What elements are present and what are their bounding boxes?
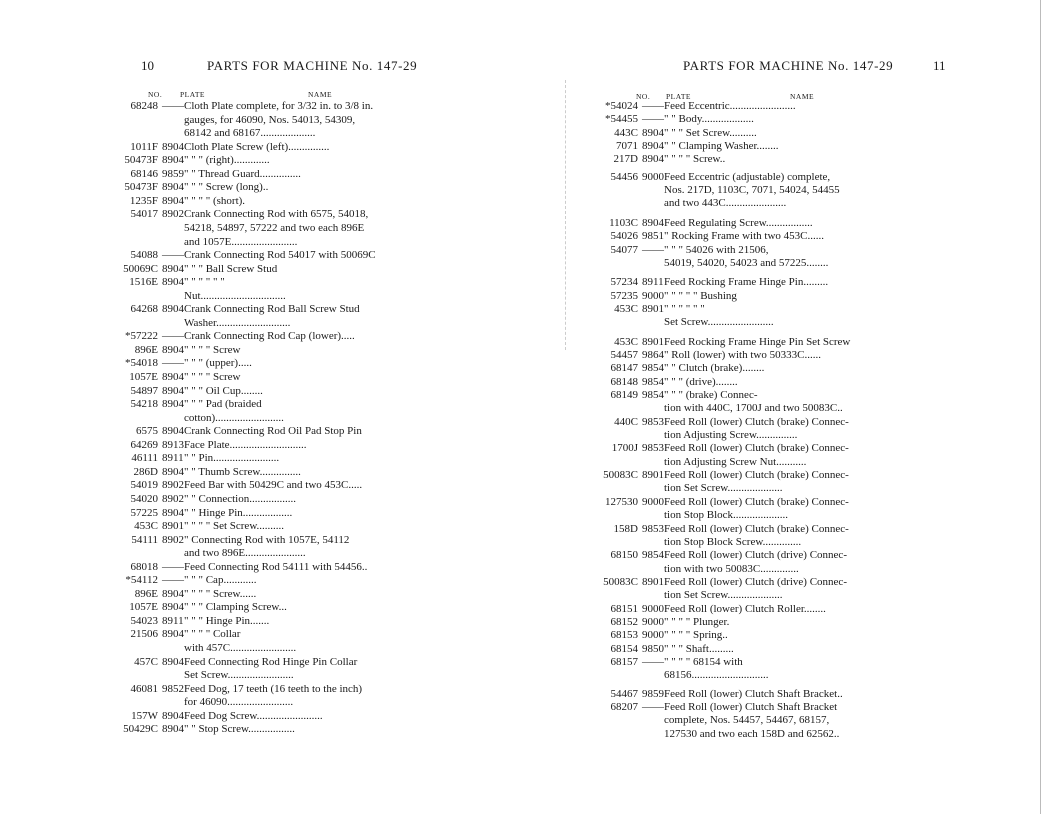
part-name: " " Stop Screw................. [184, 723, 295, 736]
part-name: " " Thumb Screw............... [184, 465, 301, 478]
part-name: Feed Dog Screw........................ [184, 709, 323, 722]
plate-number: 8902 [162, 479, 184, 492]
plate-number: —— [642, 701, 664, 714]
part-name: Feed Connecting Rod 54111 with 54456.. [184, 560, 368, 573]
part-name: tion Stop Block.................... [664, 509, 789, 522]
part-number: 50083C [603, 469, 638, 482]
plate-number: 8911 [162, 452, 184, 465]
part-number: 54020 [130, 492, 158, 505]
part-number: 896E [134, 587, 158, 600]
part-number: 440C [614, 415, 638, 428]
part-number: 68018 [130, 560, 158, 573]
part-number: 57235 [610, 289, 638, 302]
part-name: " " Clutch (brake)........ [664, 362, 765, 375]
part-number: *54018 [125, 357, 158, 370]
plate-number: 8904 [162, 587, 184, 600]
plate-number: —— [642, 243, 664, 256]
part-number: 127530 [605, 495, 638, 508]
col-header-plate: PLATE [666, 92, 691, 101]
plate-number: 8902 [162, 533, 184, 546]
plate-number: 9854 [642, 389, 664, 401]
part-number: 68148 [610, 375, 638, 388]
part-number: 6575 [136, 425, 158, 438]
part-name: Feed Roll (lower) Clutch (brake) Connec- [664, 442, 849, 455]
part-number: 443C [614, 126, 638, 139]
plate-number: —— [162, 357, 184, 370]
part-name: " " " Screw (long).. [184, 181, 269, 194]
part-name: " " Clamping Washer........ [664, 140, 779, 153]
part-number: 68248 [130, 100, 158, 112]
part-number: 1516E [129, 276, 158, 289]
plate-number: 8904 [642, 126, 664, 139]
part-number: 453C [134, 520, 158, 533]
plate-number: 9854 [642, 549, 664, 562]
part-name: Feed Roll (lower) Clutch (brake) Connec- [664, 522, 849, 535]
part-name: tion with 440C, 1700J and two 50083C.. [664, 402, 843, 415]
plate-number: 8904 [642, 140, 664, 153]
part-name: Set Screw........................ [184, 669, 294, 682]
col-header-name: NAME [790, 92, 815, 101]
right-page [528, 0, 1056, 814]
page-edge [1040, 0, 1041, 814]
plate-number: 8904 [162, 384, 184, 397]
part-number: 54017 [130, 208, 158, 221]
part-number: 54111 [131, 533, 158, 546]
part-name: " Rocking Frame with two 453C...... [664, 230, 825, 243]
part-name: " " " 54026 with 21506, [664, 243, 769, 256]
part-number: 50083C [603, 575, 638, 588]
plate-number: 9000 [642, 289, 664, 302]
plate-number: 9859 [162, 167, 184, 180]
part-name: Feed Connecting Rod Hinge Pin Collar [184, 655, 358, 668]
plate-number: 8911 [642, 276, 664, 289]
plate-number: 9000 [642, 495, 664, 508]
part-number: 54088 [130, 249, 158, 262]
col-header-no: NO. [148, 90, 163, 99]
part-name: " " " Ball Screw Stud [184, 262, 278, 275]
part-name: " " Thread Guard............... [184, 167, 301, 180]
part-name: and two 443C...................... [664, 197, 787, 210]
plate-number: 8904 [162, 303, 184, 316]
part-name: " " " " " " [184, 276, 225, 289]
part-number: 68154 [610, 642, 638, 655]
part-name: " " " " Set Screw.......... [184, 520, 285, 533]
plate-number: 8904 [162, 276, 184, 289]
plate-number: 8902 [162, 492, 184, 505]
part-number: 1103C [609, 216, 638, 229]
part-number: 21506 [130, 628, 158, 641]
part-number: 50069C [123, 262, 158, 275]
part-number: 57234 [610, 276, 638, 289]
part-number: 54026 [610, 230, 638, 243]
part-name: Feed Roll (lower) Clutch (drive) Connec- [664, 549, 847, 562]
part-name: " " " " Screw [184, 343, 241, 356]
part-name: " " " " Spring.. [664, 629, 728, 642]
part-name: Feed Roll (lower) Clutch Roller........ [664, 602, 826, 615]
part-name: " " " Pad (braided [184, 398, 262, 411]
plate-number: 8901 [642, 335, 664, 348]
part-name: " " " (right)............. [184, 154, 270, 167]
part-name: Nos. 217D, 1103C, 7071, 54024, 54455 [664, 184, 840, 197]
part-number: 54218 [130, 398, 158, 411]
part-name: " " " (brake) Connec- [664, 389, 758, 401]
part-number: 68157 [610, 656, 638, 668]
plate-number: 8904 [162, 262, 184, 275]
part-name: Face Plate............................ [184, 438, 307, 451]
plate-number: 9851 [642, 230, 664, 243]
part-name: Set Screw........................ [664, 316, 774, 329]
part-name: Nut............................... [184, 289, 286, 302]
part-name: 54218, 54897, 57222 and two each 896E [184, 221, 365, 234]
part-name: Crank Connecting Rod 54017 with 50069C [184, 249, 376, 262]
plate-number: 9850 [642, 642, 664, 655]
part-name: Feed Roll (lower) Clutch (drive) Connec- [664, 575, 847, 588]
part-name: 68156............................ [664, 669, 769, 682]
part-name: Cloth Plate complete, for 3/32 in. to 3/8 in. [184, 100, 374, 112]
part-number: 896E [134, 343, 158, 356]
plate-number: 9852 [162, 682, 184, 695]
part-number: 68152 [610, 615, 638, 628]
part-name: " Roll (lower) with two 50333C...... [664, 348, 821, 361]
part-name: tion Set Screw.................... [664, 589, 783, 602]
part-name: 54019, 54020, 54023 and 57225........ [664, 256, 829, 269]
part-number: 1057E [129, 601, 158, 614]
part-name: " " Body................... [664, 113, 754, 126]
part-name: 68142 and 68167.................... [184, 127, 316, 140]
plate-number: 8904 [162, 181, 184, 194]
part-number: 457C [134, 655, 158, 668]
part-name: " " " " Collar [184, 628, 241, 641]
part-number: *54024 [605, 100, 638, 112]
part-name: " " " " " " [664, 302, 705, 315]
plate-number: 8904 [162, 601, 184, 614]
plate-number: 9000 [642, 615, 664, 628]
plate-number: 8904 [642, 216, 664, 229]
part-name: " " " Oil Cup........ [184, 384, 263, 397]
part-name: " " " Shaft......... [664, 642, 734, 655]
part-number: 68207 [610, 701, 638, 714]
part-name: " " " Clamping Screw... [184, 601, 287, 614]
plate-number: 9859 [642, 687, 664, 700]
part-name: Feed Roll (lower) Clutch (brake) Connec- [664, 415, 849, 428]
plate-number: 8901 [642, 302, 664, 315]
part-number: 54897 [130, 384, 158, 397]
plate-number: 9864 [642, 348, 664, 361]
part-name: " " Pin........................ [184, 452, 280, 465]
part-name: tion Adjusting Screw Nut........... [664, 455, 807, 468]
plate-number: 9853 [642, 415, 664, 428]
part-name: tion with two 50083C.............. [664, 562, 799, 575]
col-header-plate: PLATE [180, 90, 205, 99]
plate-number: 8901 [162, 520, 184, 533]
part-number: 68147 [610, 362, 638, 375]
plate-number: 9000 [642, 170, 664, 183]
plate-number: 8911 [162, 614, 184, 627]
part-name: Feed Dog, 17 teeth (16 teeth to the inch) [184, 682, 363, 695]
part-name: Feed Regulating Screw................. [664, 216, 813, 229]
plate-number: —— [162, 249, 184, 262]
part-name: Washer........................... [184, 316, 291, 329]
plate-number: 9000 [642, 629, 664, 642]
part-name: " " " " Screw...... [184, 587, 257, 600]
plate-number: 8904 [162, 655, 184, 668]
plate-number: 8901 [642, 575, 664, 588]
plate-number: —— [162, 330, 184, 343]
plate-number: 8904 [642, 153, 664, 166]
part-name: Feed Eccentric........................ [664, 100, 796, 112]
part-name: for 46090........................ [184, 696, 294, 709]
part-number: 1057E [129, 371, 158, 383]
part-number: 1011F [130, 140, 158, 153]
plate-number: 8904 [162, 425, 184, 438]
part-number: 54467 [610, 687, 638, 700]
part-number: 50473F [124, 181, 158, 194]
plate-number: —— [642, 113, 664, 126]
plate-number: 8901 [642, 469, 664, 482]
plate-number: 8902 [162, 208, 184, 221]
part-number: 57225 [130, 506, 158, 519]
part-number: *54112 [125, 574, 158, 587]
part-number: 54457 [610, 348, 638, 361]
part-number: *54455 [605, 113, 638, 126]
plate-number: 8904 [162, 465, 184, 478]
part-name: " Connecting Rod with 1057E, 54112 [184, 533, 350, 546]
plate-number: 8913 [162, 438, 184, 451]
part-name: and two 896E...................... [184, 547, 306, 560]
plate-number: —— [162, 100, 184, 112]
part-name: " " " (drive)........ [664, 375, 738, 388]
plate-number: 8904 [162, 398, 184, 411]
plate-number: 8904 [162, 371, 184, 383]
part-number: 157W [131, 709, 158, 722]
col-header-name: NAME [308, 90, 333, 99]
running-head: PARTS FOR MACHINE No. 147-29 [683, 58, 894, 73]
part-number: 217D [613, 153, 638, 166]
part-name: Feed Rocking Frame Hinge Pin Set Screw [664, 335, 851, 348]
part-number: 64269 [130, 438, 158, 451]
part-name: complete, Nos. 54457, 54467, 68157, [664, 714, 830, 727]
plate-number: 8904 [162, 709, 184, 722]
part-number: 68151 [610, 602, 638, 615]
plate-number: 8904 [162, 628, 184, 641]
part-name: Crank Connecting Rod Cap (lower)..... [184, 330, 355, 343]
part-number: 1700J [611, 442, 638, 455]
plate-number: 8904 [162, 154, 184, 167]
running-head: PARTS FOR MACHINE No. 147-29 [207, 58, 418, 73]
plate-number: —— [162, 574, 184, 587]
part-number: 64268 [130, 303, 158, 316]
part-name: Feed Eccentric (adjustable) complete, [664, 170, 831, 183]
part-number: 68146 [130, 167, 158, 180]
plate-number: 8904 [162, 506, 184, 519]
plate-number: 8904 [162, 140, 184, 153]
part-name: " " " Hinge Pin....... [184, 614, 270, 627]
part-name: tion Adjusting Screw............... [664, 429, 798, 442]
part-name: Crank Connecting Rod Ball Screw Stud [184, 303, 360, 316]
part-number: 46111 [131, 452, 158, 465]
part-number: 50473F [124, 154, 158, 167]
plate-number: —— [642, 100, 664, 112]
part-number: 286D [133, 465, 158, 478]
part-name: with 457C........................ [184, 642, 297, 654]
part-number: 68149 [610, 389, 638, 401]
part-number: 50429C [123, 723, 158, 736]
part-name: Crank Connecting Rod Oil Pad Stop Pin [184, 425, 362, 438]
part-name: tion Set Screw.................... [664, 482, 783, 495]
part-name: Feed Roll (lower) Clutch Shaft Bracket.. [664, 687, 843, 700]
part-name: gauges, for 46090, Nos. 54013, 54309, [184, 113, 356, 126]
part-name: Feed Bar with 50429C and two 453C..... [184, 479, 363, 492]
plate-number: 8904 [162, 343, 184, 356]
part-name: " " " " Plunger. [664, 615, 730, 628]
part-name: " " Connection................. [184, 492, 296, 505]
part-name: Cloth Plate Screw (left)............... [184, 140, 330, 153]
part-number: 54023 [130, 614, 158, 627]
plate-number: 9853 [642, 522, 664, 535]
part-number: 7071 [616, 140, 638, 153]
page-number: 10 [141, 58, 154, 73]
part-name: " " " Cap............ [184, 574, 257, 587]
part-name: " " " Set Screw.......... [664, 126, 757, 139]
part-number: 54019 [130, 479, 158, 492]
part-name: " " Hinge Pin.................. [184, 506, 293, 519]
part-number: 158D [613, 522, 638, 535]
part-number: 453C [614, 302, 638, 315]
part-number: 46081 [130, 682, 158, 695]
page-number: 11 [933, 58, 946, 73]
part-name: " " " " (short). [184, 194, 246, 207]
part-name: Crank Connecting Rod with 6575, 54018, [184, 208, 369, 221]
part-name: " " " " Screw [184, 371, 241, 383]
plate-number: 8904 [162, 194, 184, 207]
part-name: " " " " 68154 with [664, 656, 743, 668]
plate-number: 9854 [642, 375, 664, 388]
part-name: Feed Roll (lower) Clutch (brake) Connec- [664, 469, 849, 482]
plate-number: 9000 [642, 602, 664, 615]
part-name: cotton)......................... [184, 411, 284, 424]
plate-number: 9854 [642, 362, 664, 375]
part-number: 54077 [610, 243, 638, 256]
part-number: 68153 [610, 629, 638, 642]
part-number: 54456 [610, 170, 638, 183]
part-name: Feed Roll (lower) Clutch (brake) Connec- [664, 495, 849, 508]
part-name: " " " (upper)..... [184, 357, 252, 370]
plate-number: —— [162, 560, 184, 573]
part-name: and 1057E........................ [184, 235, 298, 248]
plate-number: 8904 [162, 723, 184, 736]
part-number: 453C [614, 335, 638, 348]
part-name: " " " " " Bushing [664, 289, 737, 302]
part-number: 68150 [610, 549, 638, 562]
part-name: Feed Rocking Frame Hinge Pin......... [664, 276, 829, 289]
part-name: 127530 and two each 158D and 62562.. [664, 727, 840, 740]
plate-number: 9853 [642, 442, 664, 455]
part-number: 1235F [129, 194, 158, 207]
plate-number: —— [642, 656, 664, 668]
part-name: tion Stop Block Screw.............. [664, 535, 802, 548]
col-header-no: NO. [636, 92, 651, 101]
part-name: Feed Roll (lower) Clutch Shaft Bracket [664, 701, 838, 714]
part-name: " " " " Screw.. [664, 153, 726, 166]
part-number: *57222 [125, 330, 158, 343]
